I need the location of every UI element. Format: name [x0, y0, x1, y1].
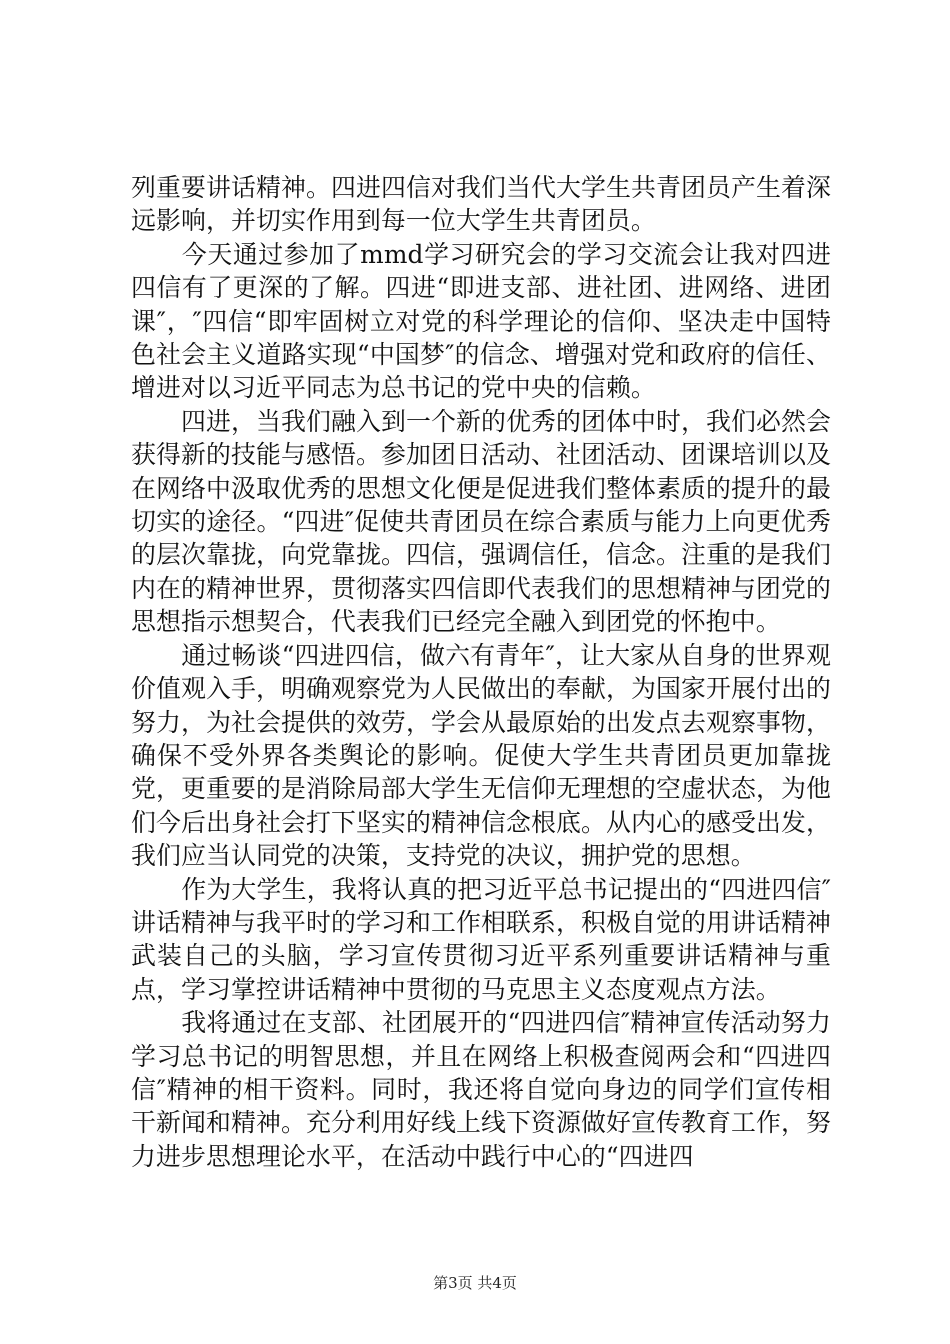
document-body	[131, 171, 831, 1173]
paragraph-2: 今天通过参加了mmd学习研究会的学习交流会让我对四进四信有了更深的了解。四进“即进支部、进社团、进网络、进团课″，″四信“即牢固树立对党的科学理论的信仰、坚决走中国特色社会主义道路实现“中国梦″的信念、增强对党和政府的信任、增进对以习近平同志为总书记的党中央的信赖。	[131, 239, 831, 403]
paragraph-4: 通过畅谈“四进四信，做六有青年″，让大家从自身的世界观价值观入手，明确观察党为人民做出的奉献，为国家开展付出的努力，为社会提供的效劳，学会从最原始的出发点去观察事物，确保不受外界各类舆论的影响。促使大学生共青团员更加靠拢党，更重要的是消除局部大学生无信仰无理想的空虚状态，为他们今后出身社会打下坚实的精神信念根底。从内心的感受出发，我们应当认同党的决策，支持党的决议，拥护党的思想。	[131, 640, 831, 871]
page-footer: 第3页 共4页	[433, 1274, 517, 1292]
paragraph-3: 四进，当我们融入到一个新的优秀的团体中时，我们必然会获得新的技能与感悟。参加团日活动、社团活动、团课培训以及在网络中汲取优秀的思想文化便是促进我们整体素质的提升的最切实的途径。“四进″促使共青团员在综合素质与能力上向更优秀的层次靠拢，向党靠拢。四信，强调信任，信念。注重的是我们内在的精神世界，贯彻落实四信即代表我们的思想精神与团党的思想指示想契合，代表我们已经完全融入到团党的怀抱中。	[131, 406, 831, 637]
paragraph-6: 我将通过在支部、社团展开的“四进四信″精神宣传活动努力学习总书记的明智思想，并且在网络上积极查阅两会和“四进四信″精神的相干资料。同时，我还将自觉向身边的同学们宣传相干新闻和精神。充分利用好线上线下资源做好宣传教育工作，努力进步思想理论水平，在活动中践行中心的“四进四	[131, 1008, 831, 1171]
paragraph-1: 列重要讲话精神。四进四信对我们当代大学生共青团员产生着深远影响，并切实作用到每一位大学生共青团员。	[131, 173, 831, 236]
paragraph-5: 作为大学生，我将认真的把习近平总书记提出的“四进四信″讲话精神与我平时的学习和工作相联系，积极自觉的用讲话精神武装自己的头脑，学习宣传贯彻习近平系列重要讲话精神与重点，学习掌控讲话精神中贯彻的马克思主义态度观点方法。	[131, 874, 831, 1004]
